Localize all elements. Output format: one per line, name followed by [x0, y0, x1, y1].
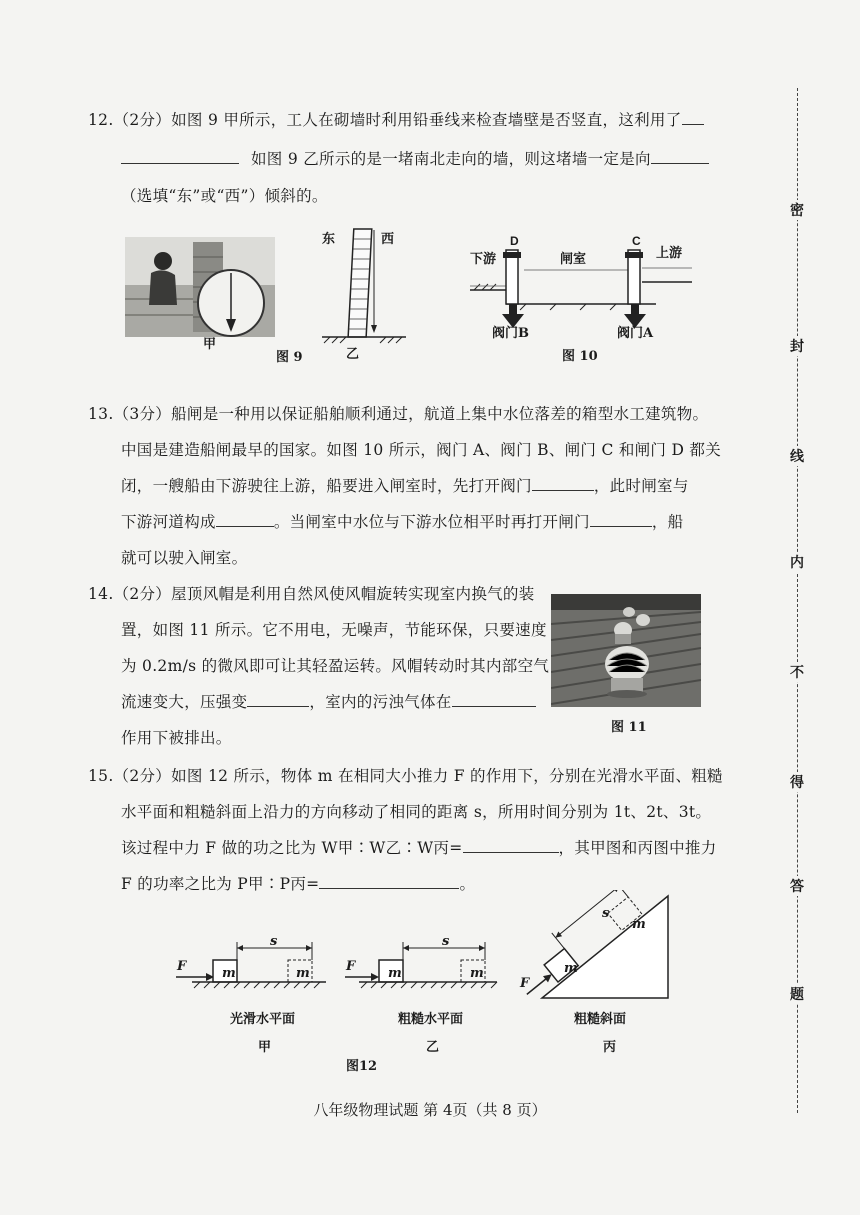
seal-char-1: 密 [790, 200, 804, 220]
q12-blank-1a[interactable] [682, 110, 704, 125]
fig12-yi-distance-label: s [442, 934, 450, 949]
gate-d-label: D [510, 234, 519, 248]
q14-line2: 置，如图 11 所示。它不用电，无噪声，节能环保，只要速度 [121, 621, 547, 639]
fig12-bing-mass-moved-label: m [632, 917, 646, 932]
q13-line2: 中国是建造船闸最早的国家。如图 10 所示，阀门 A、阀门 B、闸门 C 和闸门 D 都关 [121, 441, 722, 459]
figure-9-jia [125, 237, 275, 337]
fig12-jia-force-label: F [177, 959, 187, 974]
q14-blank-2[interactable] [452, 692, 536, 707]
upstream-label: 上游 [656, 246, 683, 261]
valve-a-label: 阀门A [617, 326, 654, 341]
fig12-bing-mass-label: m [564, 961, 578, 976]
q14-blank-1[interactable] [247, 692, 309, 707]
seal-char-7: 答 [790, 876, 804, 896]
fig12-yi-mass-moved-label: m [470, 966, 484, 981]
fig12-yi-mass-label: m [388, 966, 402, 981]
q12-blank-1b[interactable] [121, 149, 239, 164]
fig12-jia-distance-label: s [270, 934, 278, 949]
q13-line4: 下游河道构成 。当闸室中水位与下游水位相平时再打开闸门 ，船 [121, 513, 684, 531]
fig12-yi-force-label: F [346, 959, 356, 974]
fig12-bing-force-label: F [520, 976, 530, 991]
q15-blank-2[interactable] [319, 874, 459, 889]
seal-char-8: 题 [790, 984, 804, 1004]
fig12-yi-label: 乙 [426, 1040, 440, 1055]
seal-char-3: 线 [790, 446, 804, 466]
figure-12-caption: 图12 [346, 1059, 378, 1074]
q15-line2: 水平面和粗糙斜面上沿力的方向移动了相同的距离 s，所用时间分别为 1t、2t、3t。 [121, 803, 712, 821]
q13-line5: 就可以驶入闸室。 [121, 549, 248, 567]
q15-line1: 15.（2分）如图 12 所示，物体 m 在相同大小推力 F 的作用下，分别在光滑水平面、粗糙 [88, 767, 723, 785]
figure-12-bing-slope [518, 890, 674, 1002]
valve-b-label: 阀门B [492, 326, 529, 341]
q13-blank-1[interactable] [532, 476, 594, 491]
fig12-rough-label: 粗糙水平面 [398, 1012, 464, 1027]
q13-line1: 13.（3分）船闸是一种用以保证船舶顺利通过，航道上集中水位落差的箱型水工建筑物。 [88, 405, 709, 423]
fig12-jia-mass-label: m [222, 966, 236, 981]
seal-char-2: 封 [790, 336, 804, 356]
q14-line5: 作用下被排出。 [121, 729, 232, 747]
seal-char-4: 内 [790, 552, 804, 572]
q14-line3: 为 0.2m/s 的微风即可让其轻盈运转。风帽转动时其内部空气 [121, 657, 550, 675]
q15-blank-1[interactable] [463, 838, 559, 853]
q13-blank-3[interactable] [590, 512, 652, 527]
fig12-slope-label: 粗糙斜面 [574, 1012, 627, 1027]
figure-9-jia-label: 甲 [203, 337, 217, 352]
west-label: 西 [381, 232, 395, 247]
seal-char-6: 得 [790, 772, 804, 792]
q12-line3: （选填“东”或“西”）倾斜的。 [121, 187, 328, 205]
q13-line3: 闭，一艘船由下游驶往上游，船要进入闸室时，先打开阀门 ，此时闸室与 [121, 477, 689, 495]
q12-line2: 如图 9 乙所示的是一堵南北走向的墙，则这堵墙一定是向 [121, 149, 709, 169]
downstream-label: 下游 [470, 252, 497, 267]
fig12-jia-label: 甲 [258, 1040, 272, 1055]
figure-9-yi-label: 乙 [346, 347, 360, 362]
q14-line4: 流速变大，压强变 ，室内的污浊气体在 [121, 692, 536, 712]
q12-line1: 12.（2分）如图 9 甲所示，工人在砌墙时利用铅垂线来检查墙壁是否竖直，这利用了 [88, 110, 704, 130]
figure-9-caption: 图 9 [276, 350, 303, 365]
fig12-smooth-label: 光滑水平面 [230, 1012, 296, 1027]
east-label: 东 [322, 232, 336, 247]
q15-line3: 该过程中力 F 做的功之比为 W甲∶W乙∶W丙= ，其甲图和丙图中推力 [121, 839, 717, 857]
fig12-bing-distance-label: s [602, 906, 610, 921]
seal-dashed-line [797, 88, 798, 1113]
gate-c-label: C [632, 234, 641, 248]
page-footer: 八年级物理试题 第 4页（共 8 页） [313, 1101, 547, 1119]
figure-11-roof-ventilator [551, 594, 701, 707]
figure-11-caption: 图 11 [611, 720, 647, 735]
seal-char-5: 不 [790, 662, 804, 682]
q12-blank-2[interactable] [651, 149, 709, 164]
fig12-jia-mass-moved-label: m [296, 966, 310, 981]
q14-line1: 14.（2分）屋顶风帽是利用自然风使风帽旋转实现室内换气的装 [88, 585, 535, 603]
figure-10-caption: 图 10 [562, 349, 598, 364]
q15-line4: F 的功率之比为 P甲∶P丙= 。 [121, 875, 476, 893]
fig12-bing-label: 丙 [603, 1040, 617, 1055]
q13-blank-2[interactable] [216, 512, 274, 527]
chamber-label: 闸室 [560, 252, 587, 267]
